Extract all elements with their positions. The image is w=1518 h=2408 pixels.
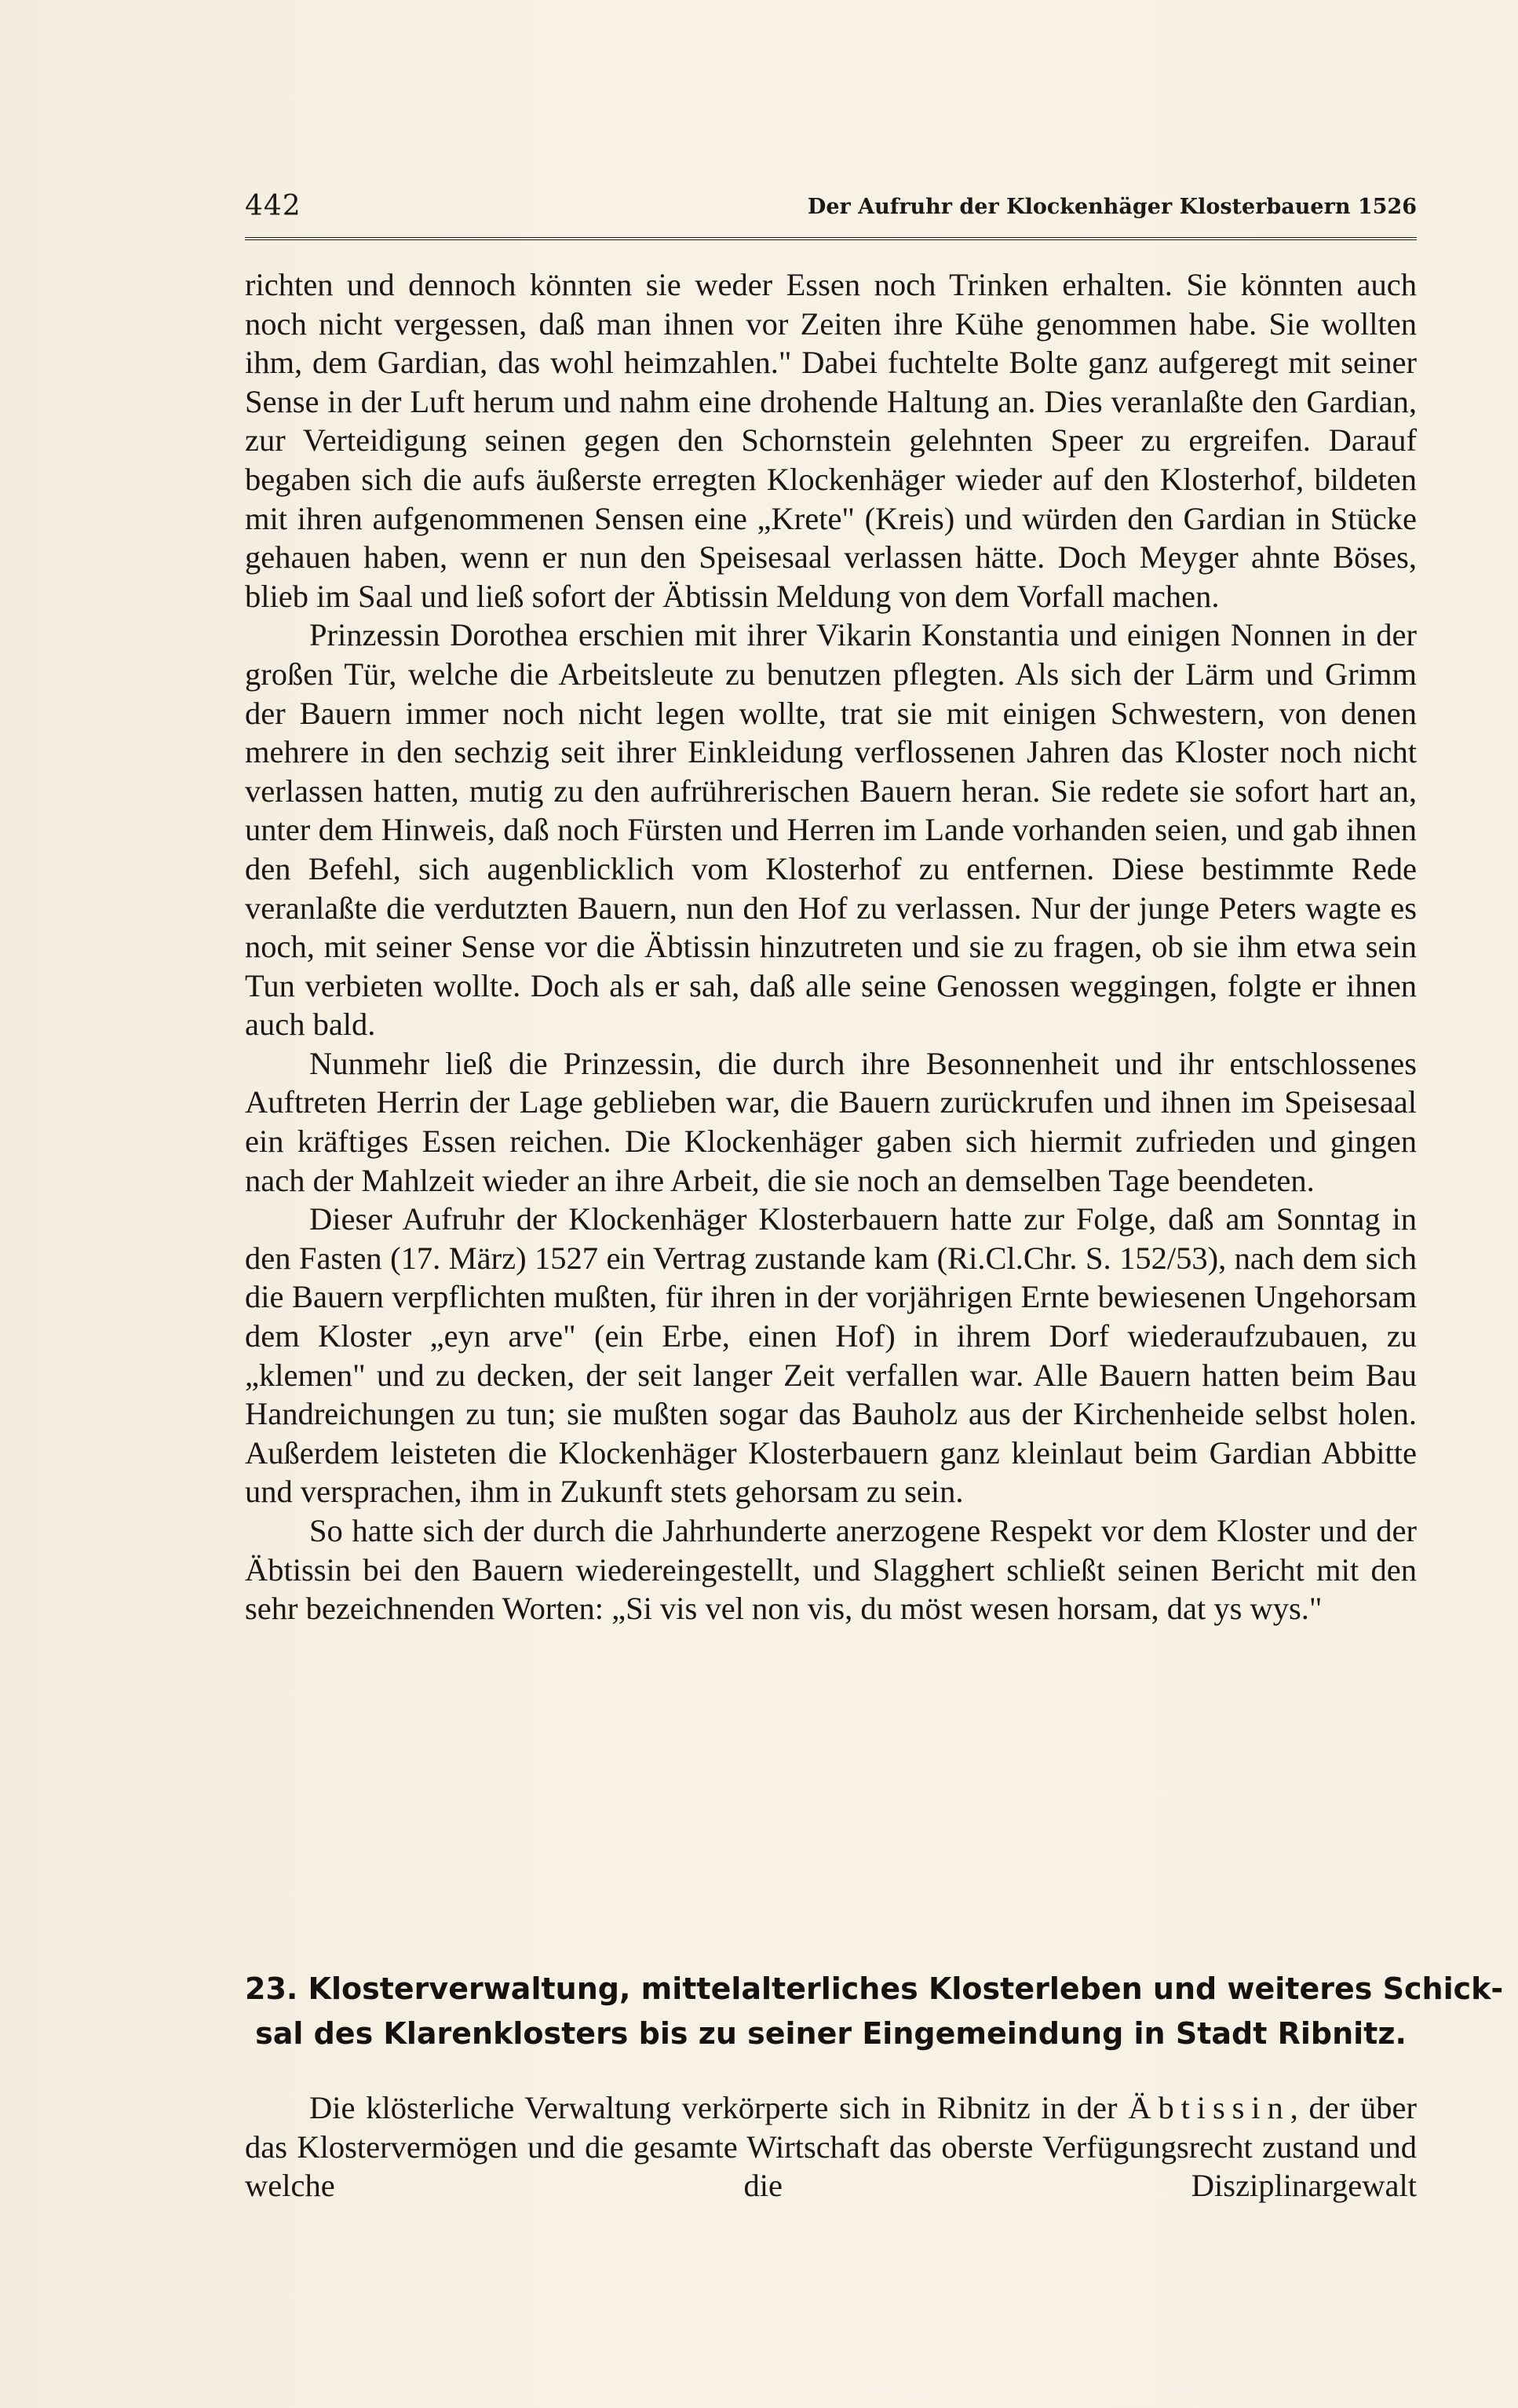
paragraph-5: So hatte sich der durch die Jahrhunderte anerzogene Respekt vor dem Kloster und der Äbtissin bei den Bauern wiedereingestellt, und Slagghert schließt seinen Bericht mit den sehr bezeichnenden Worten: „Si vis vel non vis, du möst wesen horsam, dat ys wys." (245, 1513, 1417, 1627)
section-heading (245, 1967, 1504, 2056)
section-heading-line-2: sal des Klarenklosters bis zu seiner Eingemeindung in Stadt Ribnitz. (255, 2016, 1407, 2051)
paragraph-1: richten und dennoch könnten sie weder Essen noch Trinken erhalten. Sie könnten auch noch nicht vergessen, daß man ihnen vor Zeiten ihre Kühe genommen habe. Sie wollten ihm, dem Gardian, das wohl heimzahlen." Dabei fuchtelte Bolte ganz aufgeregt mit seiner Sense in der Luft herum und nahm eine drohende Haltung an. Dies veranlaßte den Gardian, zur Verteidigung seinen gegen den Schornstein gelehnten Speer zu ergreifen. Darauf begaben sich die aufs äußerste erregten Klockenhäger wieder auf den Klosterhof, bildeten mit ihren aufgenommenen Sensen eine „Krete" (Kreis) und würden den Gardian in Stücke gehauen haben, wenn er nun den Speisesaal verlassen hätte. Doch Meyger ahnte Böses, blieb im Saal und ließ sofort der Äbtissin Meldung von dem Vorfall machen. (245, 267, 1417, 614)
section-intro (245, 2088, 1417, 2205)
page-number: 442 (245, 190, 301, 222)
paragraph-3: Nunmehr ließ die Prinzessin, die durch ihre Besonnenheit und ihr entschlossenes Auftreten Herrin der Lage geblieben war, die Bauern zurückrufen und ihnen im Speisesaal ein kräftiges Essen reichen. Die Klockenhäger gaben sich hiermit zufrieden und gingen nach der Mahlzeit wieder an ihre Arbeit, die sie noch an demselben Tage beendeten. (245, 1045, 1417, 1198)
body-text (245, 265, 1417, 1628)
paragraph-2: Prinzessin Dorothea erschien mit ihrer Vikarin Konstantia und einigen Nonnen in der großen Tür, welche die Arbeitsleute zu benutzen pflegten. Als sich der Lärm und Grimm der Bauern immer noch nicht legen wollte, trat sie mit einigen Schwestern, von denen mehrere in den sechzig seit ihrer Einkleidung verflossenen Jahren das Kloster noch nicht verlassen hatten, mutig zu den aufrührerischen Bauern heran. Sie redete sie sofort hart an, unter dem Hinweis, daß noch Fürsten und Herren im Lande vorhanden seien, und gab ihnen den Befehl, sich augenblicklich vom Klosterhof zu entfernen. Diese bestimmte Rede veranlaßte die verdutzten Bauern, nun den Hof zu verlassen. Nur der junge Peters wagte es noch, mit seiner Sense vor die Äbtissin hinzutreten und sie zu fragen, ob sie ihm etwa sein Tun verbieten wollte. Doch als er sah, daß alle seine Genossen weggingen, folgte er ihnen auch bald. (245, 617, 1417, 1043)
section-intro-rest: , der über das Klostervermögen und die gesamte Wirtschaft das oberste Verfügungsrecht zustand und welche die Disziplinargewalt (245, 2090, 1417, 2204)
running-title: Der Aufruhr der Klockenhäger Klosterbauern 1526 (807, 195, 1417, 219)
section-heading-line-1: 23. Klosterverwaltung, mittelalterliches Klosterleben und weiteres Schick- (245, 1971, 1504, 2006)
page-header (245, 187, 1417, 240)
section-intro-paragraph (245, 2088, 1417, 2205)
paragraph-4: Dieser Aufruhr der Klockenhäger Klosterbauern hatte zur Folge, daß am Sonntag in den Fasten (17. März) 1527 ein Vertrag zustande kam (Ri.Cl.Chr. S. 152/53), nach dem sich die Bauern verpflichten mußten, für ihren in der vorjährigen Ernte bewiesenen Ungehorsam dem Kloster „eyn arve" (ein Erbe, einen Hof) in ihrem Dorf wiederaufzubauen, zu „klemen" und zu decken, der seit langer Zeit verfallen war. Alle Bauern hatten beim Bau Handreichungen zu tun; sie mußten sogar das Bauholz aus der Kirchenheide selbst holen. Außerdem leisteten die Klockenhäger Klosterbauern ganz kleinlaut beim Gardian Abbitte und versprachen, ihm in Zukunft stets gehorsam zu sein. (245, 1201, 1417, 1510)
section-intro-start: Die klösterliche Verwaltung verkörperte sich in Ribnitz in der (309, 2090, 1118, 2125)
section-intro-spaced-word: Äbtissin (1128, 2090, 1290, 2125)
